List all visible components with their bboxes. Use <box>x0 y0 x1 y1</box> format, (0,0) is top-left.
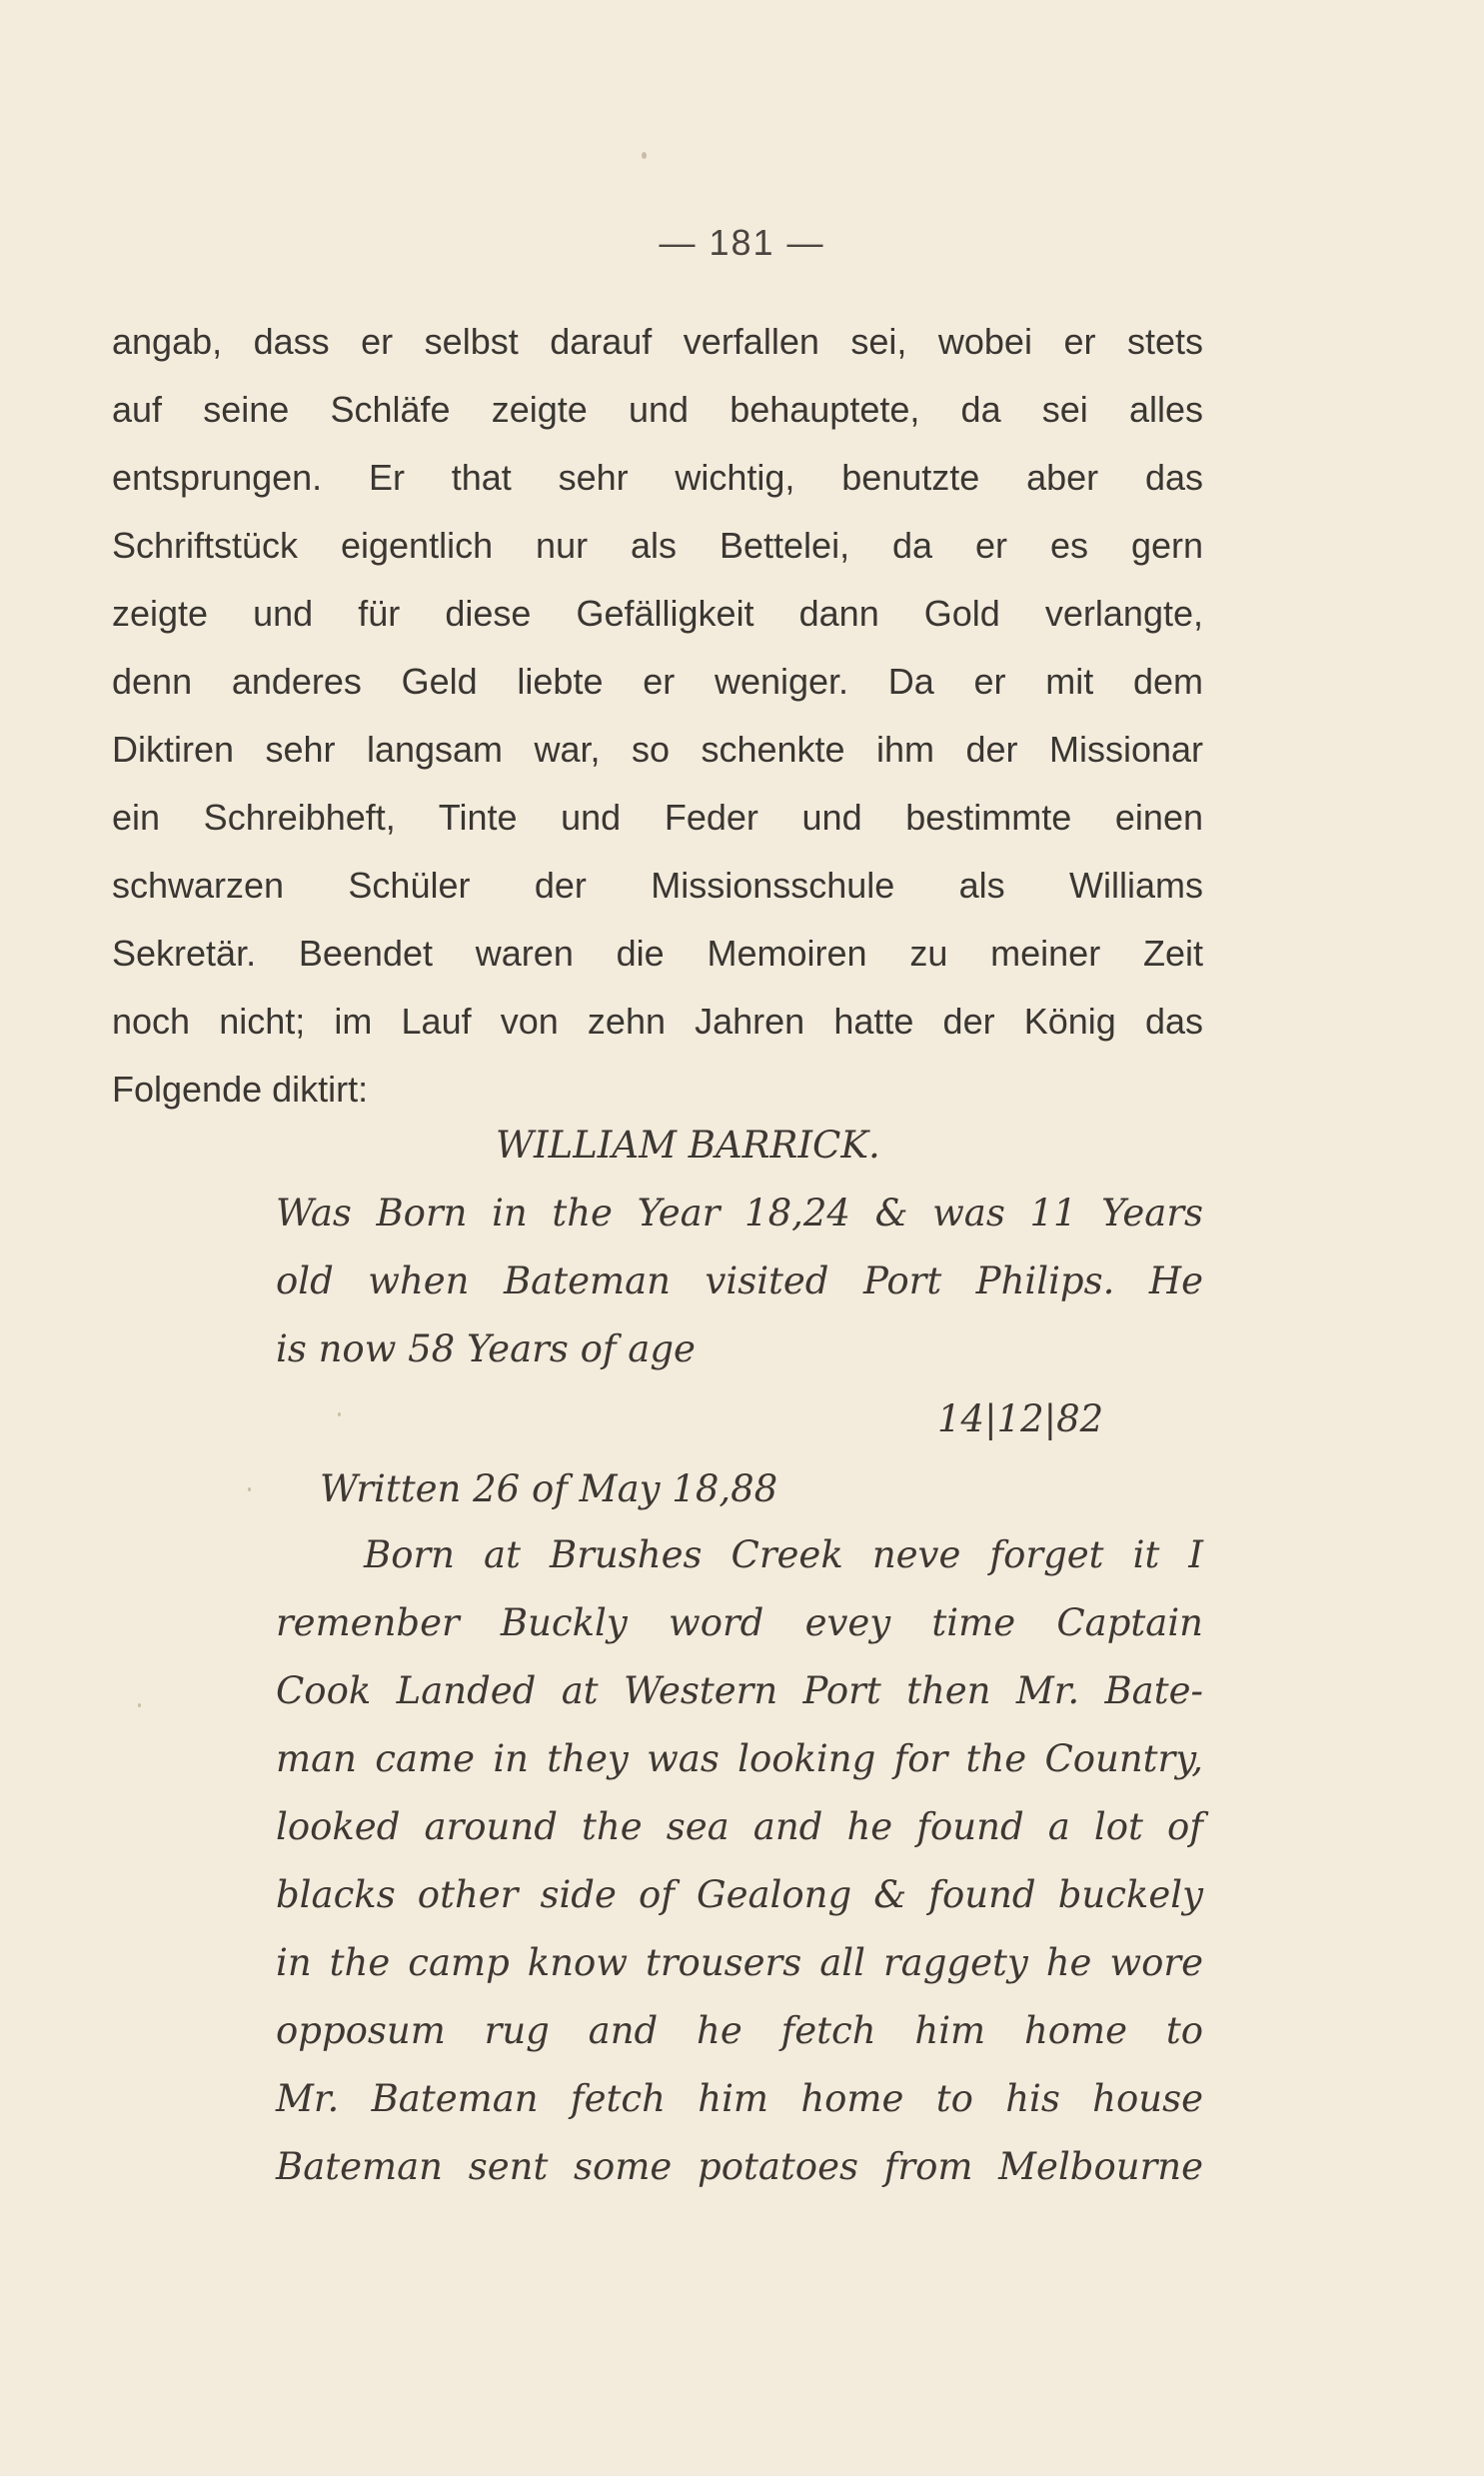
body-line: entsprungen. Er that sehr wichtig, benutzte aber das <box>112 457 1203 498</box>
manuscript-line: Bateman sent some potatoes from Melbourne <box>276 2145 1203 2188</box>
body-paragraph <box>112 308 1203 1124</box>
body-line: zeigte und für diese Gefälligkeit dann Gold verlangte, <box>112 593 1203 634</box>
body-line: auf seine Schläfe zeigte und behauptete, da sei alles <box>112 389 1203 430</box>
body-line: noch nicht; im Lauf von zehn Jahren hatte der König das <box>112 1001 1203 1042</box>
manuscript-line: Mr. Bateman fetch him home to his house <box>276 2077 1203 2120</box>
manuscript-line: old when Bateman visited Port Philips. He <box>276 1259 1203 1302</box>
manuscript-line: blacks other side of Gealong & found buckely <box>276 1873 1203 1916</box>
page-number: — 181 — <box>659 222 825 263</box>
manuscript-line: in the camp know trousers all raggety he wore <box>276 1941 1203 1984</box>
manuscript-heading: WILLIAM BARRICK. <box>496 1124 880 1167</box>
manuscript-line: opposum rug and he fetch him home to <box>276 2009 1203 2052</box>
body-line: angab, dass er selbst darauf verfallen sei, wobei er stets <box>112 321 1203 362</box>
paper-speck <box>248 1487 251 1491</box>
manuscript-line: man came in they was looking for the Country, <box>276 1737 1203 1780</box>
paper-speck <box>138 1703 141 1707</box>
manuscript-line: is now 58 Years of age <box>276 1327 696 1370</box>
paper-speck <box>338 1412 341 1416</box>
manuscript-date: 14|12|82 <box>937 1397 1104 1440</box>
paper-speck <box>642 152 647 159</box>
manuscript-line: Born at Brushes Creek neve forget it I <box>364 1533 1203 1576</box>
body-line: Folgende diktirt: <box>112 1069 369 1110</box>
manuscript-line: remenber Buckly word evey time Captain <box>276 1601 1203 1644</box>
body-line: Schriftstück eigentlich nur als Bettelei, da er es gern <box>112 525 1203 566</box>
manuscript-line: Was Born in the Year 18,24 & was 11 Years <box>276 1192 1203 1235</box>
body-line: Sekretär. Beendet waren die Memoiren zu meiner Zeit <box>112 933 1203 974</box>
body-line: schwarzen Schüler der Missionsschule als Williams <box>112 865 1203 906</box>
manuscript-line: Cook Landed at Western Port then Mr. Bate- <box>276 1669 1203 1712</box>
manuscript-line: looked around the sea and he found a lot of <box>276 1805 1203 1848</box>
body-line: ein Schreibheft, Tinte und Feder und bestimmte einen <box>112 797 1203 838</box>
manuscript-written-date: Written 26 of May 18,88 <box>320 1467 778 1510</box>
body-line: denn anderes Geld liebte er weniger. Da er mit dem <box>112 661 1203 702</box>
body-line: Diktiren sehr langsam war, so schenkte ihm der Missionar <box>112 729 1203 770</box>
